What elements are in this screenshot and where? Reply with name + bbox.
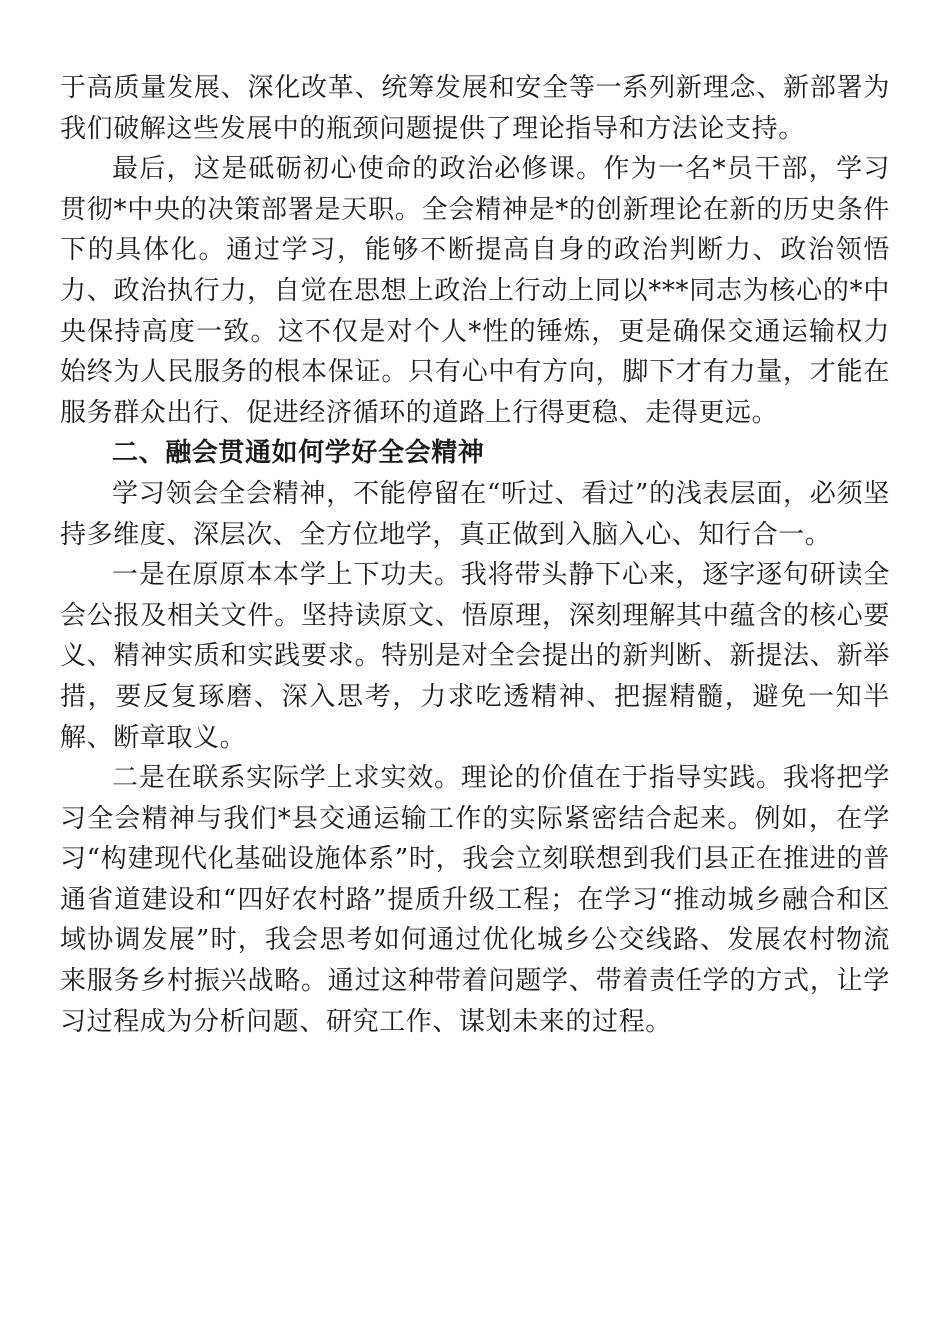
document-body: [60, 68, 890, 1042]
paragraph-finally-political-course: 最后，这是砥砺初心使命的政治必修课。作为一名*员干部，学习贯彻*中央的决策部署是天职。全会精神是*的创新理论在新的历史条件下的具体化。通过学习，能够不断提高自身的政治判断力、政治领悟力、政治执行力，自觉在思想上政治上行动上同以***同志为核心的*中央保持高度一致。这不仅是对个人*性的锤炼，更是确保交通运输权力始终为人民服务的根本保证。只有心中有方向，脚下才有力量，才能在服务群众出行、促进经济循环的道路上行得更稳、走得更远。: [60, 154, 890, 428]
section-heading-two: 二、融会贯通如何学好全会精神: [112, 438, 485, 469]
paragraph-continuation: 于高质量发展、深化改革、统筹发展和安全等一系列新理念、新部署为我们破解这些发展中的瓶颈问题提供了理论指导和方法论支持。: [60, 73, 890, 144]
paragraph-point-two: 二是在联系实际学上求实效。理论的价值在于指导实践。我将把学习全会精神与我们*县交通运输工作的实际紧密结合起来。例如，在学习“构建现代化基础设施体系”时，我会立刻联想到我们县正在推进的普通省道建设和“四好农村路”提质升级工程；在学习“推动城乡融合和区域协调发展”时，我会思考如何通过优化城乡公交线路、发展农村物流来服务乡村振兴战略。通过这种带着问题学、带着责任学的方式，让学习过程成为分析问题、研究工作、谋划未来的过程。: [60, 763, 890, 1037]
paragraph-point-one: 一是在原原本本学上下功夫。我将带头静下心来，逐字逐句研读全会公报及相关文件。坚持读原文、悟原理，深刻理解其中蕴含的核心要义、精神实质和实践要求。特别是对全会提出的新判断、新提法、新举措，要反复琢磨、深入思考，力求吃透精神、把握精髓，避免一知半解、断章取义。: [60, 560, 890, 753]
paragraph-study-intro: 学习领会全会精神，不能停留在“听过、看过”的浅表层面，必须坚持多维度、深层次、全方位地学，真正做到入脑入心、知行合一。: [60, 478, 890, 550]
